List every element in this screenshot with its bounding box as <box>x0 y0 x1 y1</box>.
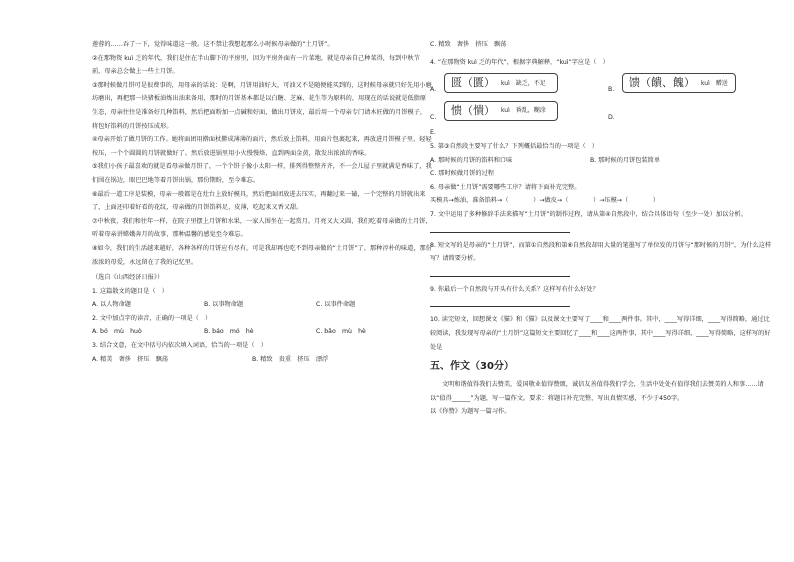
option-a[interactable]: A. 以人物命题 <box>92 301 131 309</box>
option-b[interactable]: B. 精致 贵重 挤压 漂浮 <box>252 355 329 363</box>
reading-paragraph: ⑧如今，我们的生活越来越好，各种各样的月饼应有尽有，可是我却再也吃不到母亲做的“土月饼”了，那种淳朴的味道，那份浓浓的母爱，永远留在了我的记忆里。 <box>92 244 432 266</box>
right-column <box>430 38 775 419</box>
option-c[interactable]: C. 精致 奢侈 挤压 飘荡 <box>430 41 507 48</box>
reading-paragraph: ②在那物资 kuì 乏的年代，我们是住在半山脚下的平房里，因为平房外面有一片菜地，就是母亲自己种菜得，每到中秋节前，母亲总会做上一些土月饼。 <box>92 54 420 76</box>
option-label: D. <box>608 113 615 121</box>
question-options <box>92 325 432 339</box>
question-stem: 2. 文中加点字的读音，正确的一项是（ ） <box>92 314 212 322</box>
question-stem: 8. 短文写的是母亲的“土月饼”，而第①自然段和第⑥自然段却用大量的笔墨写了单位发的月饼与“那时候的月饼”，为什么这样写？请简要分析。 <box>430 241 772 263</box>
essay-prompt-tail: 以《你赞》为题写一篇习作。 <box>430 408 511 416</box>
dictionary-options-row <box>430 73 775 97</box>
option-b[interactable]: B. báo mó hè <box>204 328 254 336</box>
question-options <box>92 353 432 367</box>
entry-char: 愦（憒） <box>451 103 495 117</box>
dictionary-entry-c[interactable] <box>444 101 558 121</box>
dictionary-entry-b[interactable] <box>622 73 736 93</box>
fill-in-sequence[interactable]: 买模具→炼油、准备馅料→（ ）→做皮→（ ）→压模→（ ） <box>430 197 660 205</box>
entry-definition: 赠送 <box>715 79 728 87</box>
option-b[interactable]: B. 以事物命题 <box>204 301 244 309</box>
reading-paragraph: ④母亲开始了做月饼的工作。她将面团用擀面杖擀成薄薄的面片，然后放上馅料，用面片包裹起来，再放进月饼模子里，轻轻按压，一个个圆圆的月饼就做好了。然后放进锅里用小火慢慢烙，直到两面金黄，散发出浓浓的香味。 <box>92 136 432 157</box>
question-options <box>430 154 775 168</box>
reading-paragraph: 莲蓉的……吞了一下，觉得味道这一般。这不禁让我想起那么小时候母亲做的“土月饼”。 <box>92 41 334 48</box>
option-a[interactable]: A. 那时候的月饼的馅料和口味 <box>430 156 513 164</box>
entry-char: 匮（匱） <box>451 76 495 90</box>
reading-paragraph: ⑤我们小孩子最喜欢的就是看母亲做月饼了，一个个饼子像小太阳一样，排列得整整齐齐，不一会儿屋子里就满是香味了，我们围在锅边，眼巴巴地等着月饼出锅，那份期盼，至今难忘。 <box>92 163 432 184</box>
entry-pinyin: kuì <box>701 79 710 87</box>
entry-char: 馈（饋、餽） <box>629 76 695 90</box>
left-column <box>92 38 432 366</box>
essay-prompt: 文明和谐值得我们去赞美，爱国敬业值得赞颂，诚信友善值得我们学会，生活中处处有值得我们去赞美的人和事……请以“值得______”为题，写一篇作文。要求：将题目补充完整，写出真情实感，不少于450字。 <box>430 381 764 402</box>
entry-pinyin: kuì <box>501 79 510 87</box>
entry-definition: 昏乱，糊涂 <box>515 107 546 115</box>
option-c[interactable]: C. 那时候做月饼的过程 <box>430 170 494 178</box>
question-stem: 10. 读完短文，回想课文《猫》和《猫》以及课文主要写了____和____两件事。其中，____写得详细，____写得简略，通过比较阅读，我发现写母亲的“土月饼”这篇短文主要回忆了____和____这两件事，其中____写得详细，____写得简略，这样写的好处是 <box>430 316 771 351</box>
question-stem: 4. “在那物资 kuì 乏的年代”，根据字典解释，“kuì”字应是（ ） <box>430 58 609 66</box>
answer-line[interactable] <box>430 266 570 277</box>
option-e[interactable]: E. <box>430 129 436 137</box>
option-b[interactable]: B. 那时候的月饼包装简单 <box>590 156 661 164</box>
entry-definition: 缺乏，不足 <box>515 79 546 87</box>
question-stem: 7. 文中运用了多种修辞手法来描写“土月饼”的制作过程，请从第④自然段中，结合具体语句（至少一处）加以分析。 <box>430 210 747 218</box>
dictionary-entry-a[interactable] <box>444 73 558 93</box>
option-a[interactable]: A. bó mù huò <box>92 328 142 336</box>
question-stem: 1. 这篇散文的题目是（ ） <box>92 287 168 295</box>
question-stem: 6. 母亲做“土月饼”需要哪些工序？请将下面补充完整。 <box>430 183 581 191</box>
option-label: A. <box>430 86 437 94</box>
option-label: B. <box>608 86 615 94</box>
source-note: （选自《山西经济日报》） <box>92 274 164 282</box>
question-options <box>92 298 432 312</box>
question-stem: 5. 第③自然段主要写了什么？下列概括最恰当的一项是（ ） <box>430 142 599 150</box>
question-stem: 9. 你最后一个自然段与开头有什么关系？这样写有什么好处？ <box>430 285 599 293</box>
option-c[interactable]: C. bǎo mù hè <box>316 328 366 336</box>
answer-line[interactable] <box>430 296 570 307</box>
reading-paragraph: ⑥最后一道工序是装模，母亲一般都是在灶台上放好模具，然后把面团放进去压实，再翻过来一磕，一个完整的月饼就出来了，上面还印着好看的花纹，母亲做的月饼馅料足、皮薄，吃起来又香又甜。 <box>92 190 426 212</box>
dictionary-options-row <box>430 101 775 125</box>
option-c[interactable]: C. 以事件命题 <box>316 301 356 309</box>
entry-pinyin: kuì <box>501 107 510 115</box>
reading-paragraph: ③那时候做月饼可是很费事的，用母亲的话说：是啊，月饼用油好大，可油又不是随便能买到的，这时候母亲就只好先用小磨坊磨出，再把那一块猪板油炼出油来备用，那时的月饼基本都是以白糖、芝麻、花生等为原料的，用现在的话说就是低脂原生态，母亲往往是准备好几种馅料，然后把面粉加一点碱和好面，做出月饼皮，最后用一个母亲专门请木匠做的月饼模子，将包好馅料的月饼按压成形。 <box>92 81 432 130</box>
reading-paragraph: ⑦中秋夜，我们和往年一样，在院子里摆上月饼和水果，一家人围坐在一起赏月。月亮又大又圆，我们吃着母亲做的土月饼，听着母亲讲嫦娥奔月的故事，那种温馨的感觉至今难忘。 <box>92 217 432 239</box>
question-stem: 3. 结合文意，在文中括号内依次填入词语，恰当的一项是（ ） <box>92 342 267 350</box>
option-a[interactable]: A. 精美 奢侈 挤压 飘荡 <box>92 355 169 363</box>
option-label: C. <box>430 113 437 121</box>
section-title: 五、作文（30分） <box>430 361 514 373</box>
answer-line[interactable] <box>430 222 570 233</box>
